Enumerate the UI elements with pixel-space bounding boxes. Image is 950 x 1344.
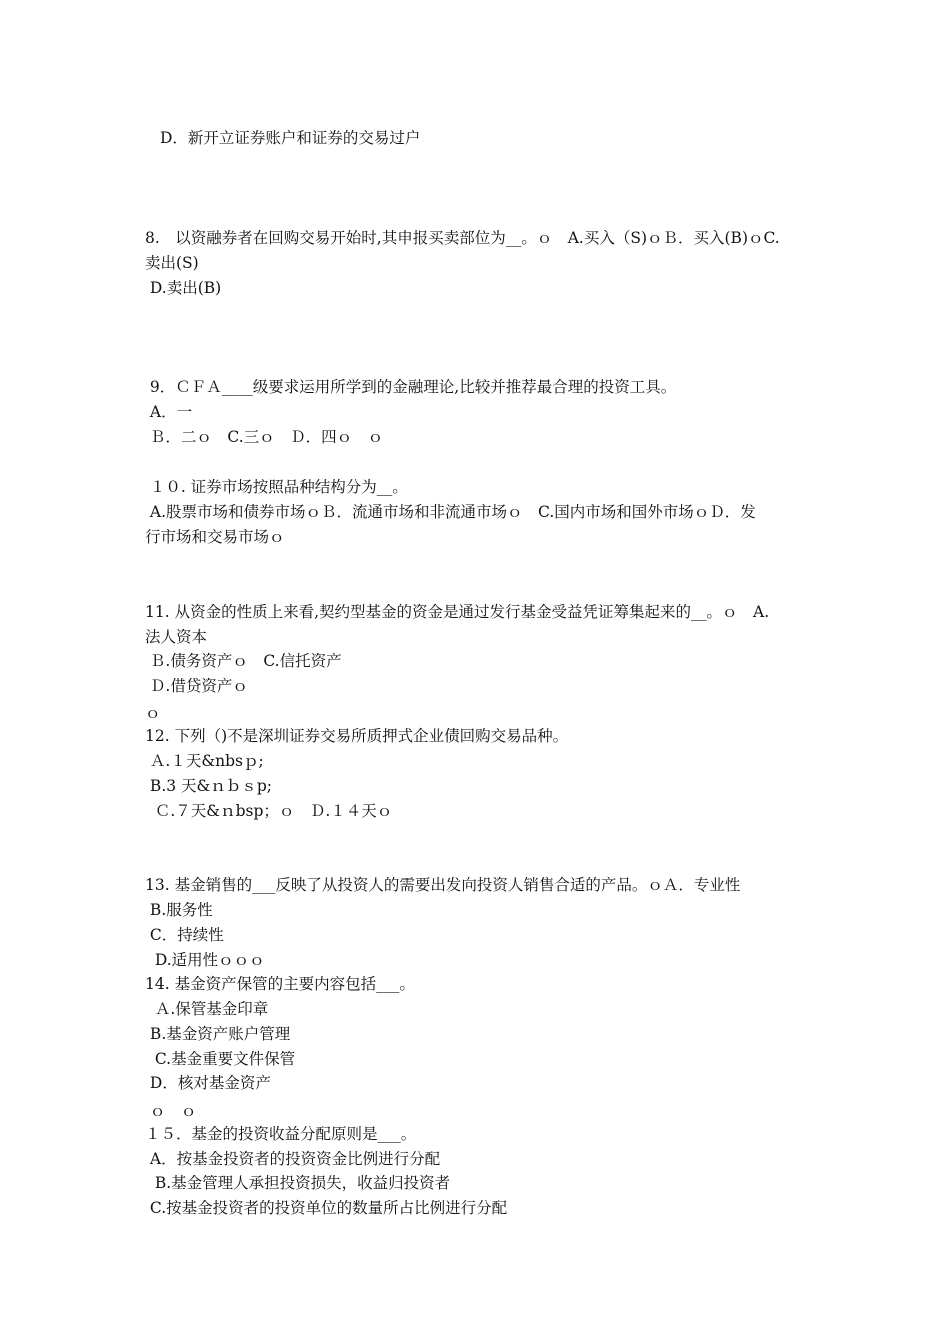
- option-d-q8: D.卖出(B): [145, 279, 222, 297]
- stray-marks: ｏ ｏ: [145, 1102, 197, 1120]
- option-d-q7: D．新开立证券账户和证券的交易过户: [160, 129, 421, 147]
- question-13: 13. 基金销售的___反映了从投资人的需要出发向投资人销售合适的产品。ｏＡ．专业性: [145, 876, 741, 894]
- option-b-q13: B.服务性: [145, 901, 213, 919]
- options-q10: A.股票市场和债券市场ｏＢ．流通市场和非流通市场ｏ C.国内市场和国外市场ｏＤ．发: [145, 503, 756, 521]
- question-12: 12. 下列（)不是深圳证券交易所质押式企业债回购交易品种。: [145, 727, 569, 745]
- question-11: 11. 从资金的性质上来看,契约型基金的资金是通过发行基金受益凭证筹集起来的__。ｏ A.: [145, 603, 770, 621]
- question-14: 14. 基金资产保管的主要内容包括___。: [145, 975, 415, 993]
- question-15: １５．基金的投资收益分配原则是___。: [145, 1125, 417, 1143]
- options-bcd-q9: Ｂ．二ｏ C.三ｏ Ｄ．四ｏ ｏ: [145, 428, 384, 446]
- option-c-q14: C.基金重要文件保管: [145, 1050, 296, 1068]
- option-b-q12: B.3 天&ｎｂｓp;: [145, 777, 272, 795]
- option-b-q15: B.基金管理人承担投资损失，收益归投资者: [145, 1174, 451, 1192]
- option-a-q15: A．按基金投资者的投资资金比例进行分配: [145, 1150, 441, 1168]
- option-c-q15: C.按基金投资者的投资单位的数量所占比例进行分配: [145, 1199, 508, 1217]
- question-9: 9．ＣＦＡ____级要求运用所学到的金融理论,比较并推荐最合理的投资工具。: [145, 378, 677, 396]
- option-a-q14: Ａ.保管基金印章: [145, 1000, 269, 1018]
- question-11-cont: 法人资本: [145, 628, 208, 646]
- question-10: １０. 证券市场按照品种结构分为__。: [145, 478, 408, 496]
- option-c-q13: C．持续性: [145, 926, 224, 944]
- options-bc-q11: Ｂ.债务资产ｏ C.信托资产: [145, 652, 342, 670]
- options-q10-cont: 行市场和交易市场ｏ: [145, 528, 285, 546]
- option-d-q11: Ｄ.借贷资产ｏ: [145, 677, 248, 695]
- stray-mark: ｏ: [145, 704, 161, 722]
- option-a-q9: A．一: [145, 403, 193, 421]
- option-d-q14: D．核对基金资产: [145, 1074, 271, 1092]
- question-8-cont: 卖出(S): [145, 254, 199, 272]
- option-b-q14: B.基金资产账户管理: [145, 1025, 291, 1043]
- question-8: 8. 以资融券者在回购交易开始时,其申报买卖部位为__。ｏ A.买入（S)ｏＢ．买入(B)ｏC.: [145, 229, 780, 247]
- option-d-q13: D.适用性ｏｏｏ: [145, 951, 265, 969]
- options-cd-q12: Ｃ.７天&ｎbsp；ｏ Ｄ.１４天ｏ: [145, 802, 393, 820]
- option-a-q12: Ａ.１天&nbsｐ;: [145, 752, 264, 770]
